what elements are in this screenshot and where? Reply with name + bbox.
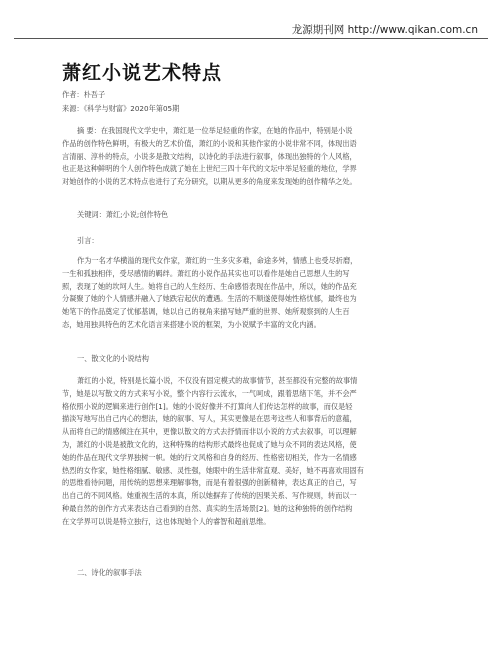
section-heading: 二、诗化的叙事手法 [77,568,142,577]
header-divider [14,38,488,39]
section-line: 种最自然的创作方式来表达自己看到的自然、真实的生活场景[2]。她的这种独特的创作结构 [62,503,353,513]
section-line: 格依照小说的逻辑来进行创作[1]。她的小说好像并不打算向人们传达怎样的故事，而仅是轻 [62,401,353,411]
keywords: 关键词：萧红;小说;创作特色 [77,210,169,219]
section-heading: 一、散文化的小说结构 [77,354,149,363]
abstract [62,125,446,189]
intro-line: 分凝聚了她的个人情感并融入了她跌宕起伏的遭遇。生活的不顺遂使得她性格忧郁，最终也为 [62,294,357,304]
section-line: 热烈的女作家，她性格细腻、敏感、灵性强，她眼中的生活非常直观、美好，她不再喜欢用固有 [62,465,364,475]
abstract-line: 言清丽、淳朴的特点，小说多是散文结构，以诗化的手法进行叙事，体现出独特的个人风格， [62,151,357,161]
section-line: 在文学界可以说是特立独行，这也体现她个人的睿智和超前思维。 [62,516,271,526]
section-line: 出自己的不同风格。她重视生活的本真，所以她摒弃了传统的因果关系、写作规则，转而以一 [62,491,357,501]
section-line: 从而将自己的情感倾注在其中，更像以散文的方式去抒情而非以小说的方式去叙事，可以理解 [62,427,357,437]
section-line: 的思维看待问题，用传统的思想来理解事物，而是有着很强的创新精神，表达真正的自己，写 [62,478,357,488]
abstract-line: 作品的创作特色鲜明，有极大的艺术价值，萧红的小说和其他作家的小说非常不同，体现出语 [62,138,357,148]
intro-line: 她笔下的作品奠定了忧郁基调，她以自己的视角来描写她严重的世界、她所观察到的人生百 [62,307,350,317]
section-line: 描淡写地写出自己内心的想法，她的叙事、写人，其实更像是在思考这些人和事背后的意蕴， [62,414,357,424]
section-line: 节，她是以写散文的方式来写小说，整个内容行云流水，一气呵成，跟着思绪下笔，并不会严 [62,388,357,398]
intro-label: 引言： [77,236,99,245]
section-line: 萧红的小说，特别是长篇小说，不仅没有固定模式的故事情节，甚至都没有完整的故事情 [77,376,358,385]
article-author: 作者：朴吾子 [62,90,106,99]
intro-line: 态，她用独具特色的艺术化语言来搭建小说的框架，为小说赋予丰富的文化内涵。 [62,319,321,329]
abstract-line: 摘 要：在我国现代文学史中，萧红是一位举足轻重的作家，在她的作品中，特别是小说 [77,126,353,135]
article-source: 来源：《科学与财富》2020年第05期 [62,104,180,113]
abstract-line: 也正是这种鲜明的个人创作特色成就了她在上世纪三四十年代的文坛中举足轻重的地位，学界 [62,164,357,174]
section-paragraph [62,375,446,529]
site-header: 龙源期刊网 http://www.qikan.com.cn [291,24,478,36]
intro-line: 照，表现了她的坎坷人生。她将自己的人生经历、生命感悟表现在作品中，所以，她的作品充 [62,281,357,291]
section-line: 她的作品在现代文学界独树一帜。她的行文风格和自身的经历、性格密切相关，作为一名情感 [62,452,357,462]
intro-line: 作为一名才华横溢的现代女作家，萧红的一生多灾多难，命途多舛，情感上也受尽折磨， [77,256,358,265]
article-title: 萧红小说艺术特点 [62,62,223,84]
section-line: 为，萧红的小说是被散文化的，这种特殊的结构形式最终也促成了她与众不同的表达风格，使 [62,439,357,449]
intro-line: 一生和孤独相伴，受尽感情的羁绊。萧红的小说作品其实也可以看作是她自己思想人生的写 [62,268,350,278]
abstract-line: 对她创作的小说的艺术特点也进行了充分研究，以期从更多的角度来发现她的创作精华之处。 [62,177,357,187]
intro-paragraph [62,255,446,332]
